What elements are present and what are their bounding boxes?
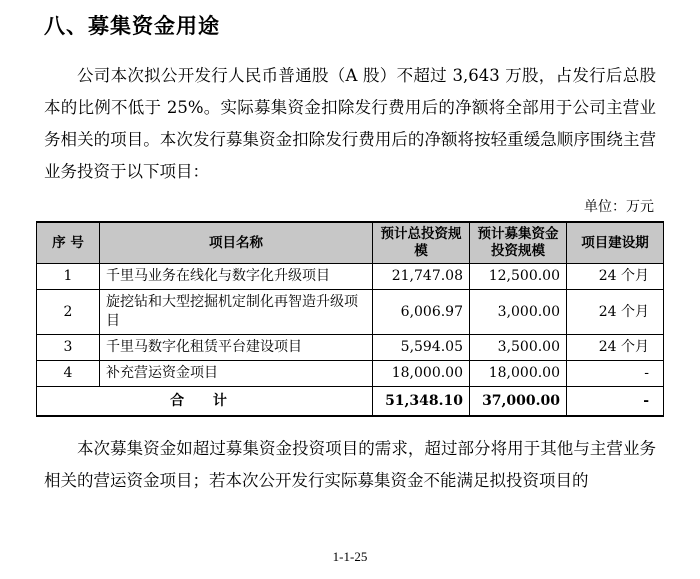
unit-label: 单位：万元 (584, 199, 654, 215)
row-raised-investment: 3,500.00 (470, 335, 567, 361)
header-project-name: 项目名称 (100, 222, 373, 264)
page-number: 1-1-25 (332, 549, 368, 564)
row-total-investment: 5,594.05 (373, 335, 470, 361)
row-project-name: 旋挖钻和大型挖掘机定制化再智造升级项目 (100, 290, 373, 335)
row-raised-investment: 12,500.00 (470, 264, 567, 290)
total-period: - (567, 387, 664, 417)
closing-paragraph (44, 433, 656, 497)
row-total-investment: 6,006.97 (373, 290, 470, 335)
projects-table (36, 221, 664, 417)
row-project-name: 补充营运资金项目 (100, 361, 373, 387)
header-total-investment: 预计总投资规模 (373, 222, 470, 264)
row-project-name: 千里马数字化租赁平台建设项目 (100, 335, 373, 361)
table-header-row (37, 222, 664, 264)
row-period: - (567, 361, 664, 387)
header-no: 序 号 (37, 222, 100, 264)
header-raised-investment: 预计募集资金投资规模 (470, 222, 567, 264)
table-row (37, 290, 664, 335)
row-no: 3 (37, 335, 100, 361)
row-period: 24 个月 (567, 290, 664, 335)
intro-paragraph (44, 60, 656, 188)
row-project-name: 千里马业务在线化与数字化升级项目 (100, 264, 373, 290)
row-no: 4 (37, 361, 100, 387)
section-heading: 八、募集资金用途 (44, 14, 220, 38)
table-row (37, 264, 664, 290)
row-raised-investment: 3,000.00 (470, 290, 567, 335)
closing-text: 本次募集资金如超过募集资金投资项目的需求，超过部分将用于其他与主营业务相关的营运资金项目；若本次公开发行实际募集资金不能满足拟投资项目的 (44, 439, 656, 490)
intro-text: 公司本次拟公开发行人民币普通股（A 股）不超过 3,643 万股，占发行后总股本的比例不低于 25%。实际募集资金扣除发行费用后的净额将全部用于公司主营业务相关的项目。本次发行募集资金扣除发行费用后的净额将按轻重缓急顺序围绕主营业务投资于以下项目： (44, 66, 656, 181)
table-total-row (37, 387, 664, 417)
row-total-investment: 18,000.00 (373, 361, 470, 387)
row-total-investment: 21,747.08 (373, 264, 470, 290)
total-investment-sum: 51,348.10 (373, 387, 470, 417)
table-row (37, 335, 664, 361)
table-row (37, 361, 664, 387)
row-raised-investment: 18,000.00 (470, 361, 567, 387)
header-construction-period: 项目建设期 (567, 222, 664, 264)
row-no: 2 (37, 290, 100, 335)
row-period: 24 个月 (567, 335, 664, 361)
total-label: 合 计 (37, 387, 373, 417)
row-no: 1 (37, 264, 100, 290)
raised-investment-sum: 37,000.00 (470, 387, 567, 417)
row-period: 24 个月 (567, 264, 664, 290)
